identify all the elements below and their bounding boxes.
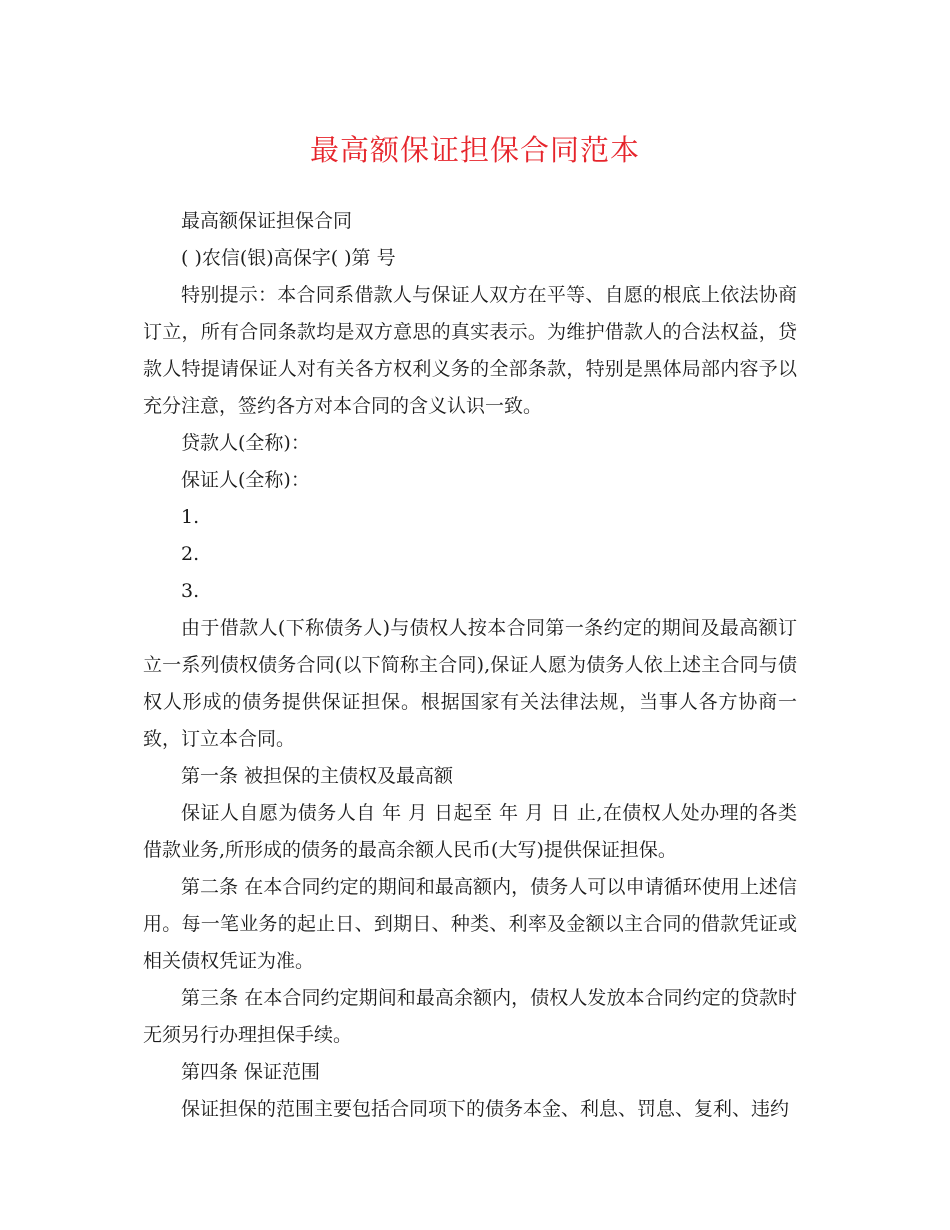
article-4-heading: 第四条 保证范围 [181, 1061, 321, 1083]
list-item-1: 1. [181, 506, 200, 528]
contract-heading: 最高额保证担保合同 [181, 210, 353, 232]
article-4-body: 保证担保的范围主要包括合同项下的债务本金、利息、罚息、复利、违约 [181, 1098, 790, 1120]
lender-line: 贷款人(全称)： [181, 432, 310, 454]
guarantor-line: 保证人(全称)： [181, 469, 310, 491]
special-notice: 特别提示：本合同系借款人与保证人双方在平等、自愿的根底上依法协商订立，所有合同条款均是双方意思的真实表示。为维护借款人的合法权益，贷款人特提请保证人对有关各方权利义务的全部条款，特别是黑体局部内容予以充分注意，签约各方对本合同的含义认识一致。 [143, 284, 797, 417]
article-1-heading: 第一条 被担保的主债权及最高额 [181, 765, 454, 787]
article-3: 第三条 在本合同约定期间和最高余额内，债权人发放本合同约定的贷款时无须另行办理担保手续。 [143, 987, 797, 1046]
preamble-paragraph: 由于借款人(下称债务人)与债权人按本合同第一条约定的期间及最高额订立一系列债权债务合同(以下简称主合同),保证人愿为债务人依上述主合同与债权人形成的债务提供保证担保。根据国家有关法律法规，当事人各方协商一致，订立本合同。 [143, 617, 797, 750]
list-item-2: 2. [181, 543, 200, 565]
contract-number: ( )农信(银)高保字( )第 号 [181, 247, 396, 269]
document-body [143, 203, 797, 1128]
list-item-3: 3. [181, 580, 200, 602]
article-2: 第二条 在本合同约定的期间和最高额内，债务人可以申请循环使用上述信用。每一笔业务的起止日、到期日、种类、利率及金额以主合同的借款凭证或相关债权凭证为准。 [143, 876, 797, 972]
document-title: 最高额保证担保合同范本 [309, 133, 640, 167]
article-1-body: 保证人自愿为债务人自 年 月 日起至 年 月 日 止,在债权人处办理的各类借款业务,所形成的债务的最高余额人民币(大写)提供保证担保。 [143, 802, 797, 861]
